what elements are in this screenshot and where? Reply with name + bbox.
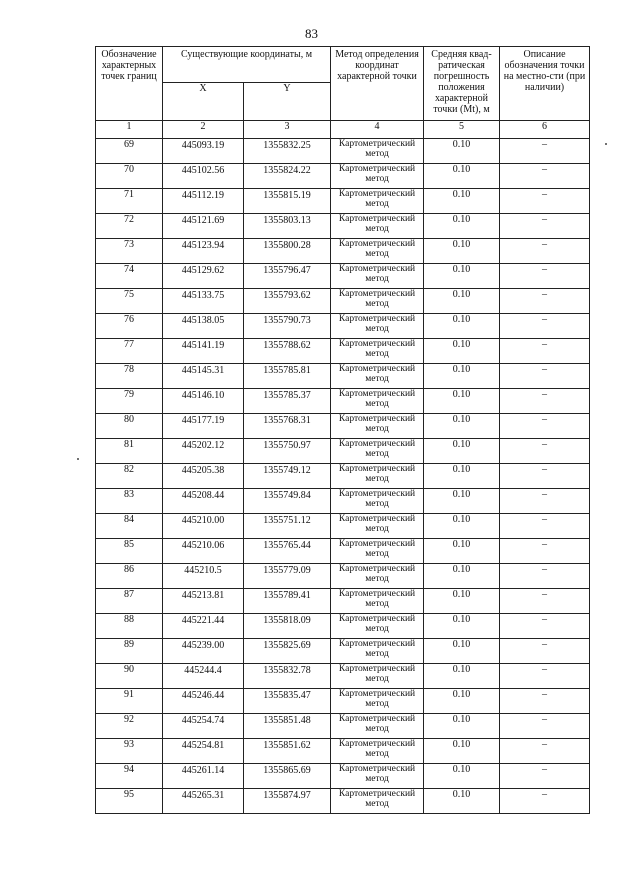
description-cell: – (500, 414, 590, 439)
table-row (96, 239, 590, 264)
x-coordinate-cell: 445146.10 (163, 389, 244, 414)
method-cell: Картометрический метод (331, 389, 424, 414)
table-row (96, 714, 590, 739)
y-coordinate-cell: 1355793.62 (244, 289, 331, 314)
table-row (96, 464, 590, 489)
x-coordinate-cell: 445221.44 (163, 614, 244, 639)
table-row (96, 164, 590, 189)
method-cell: Картометрический метод (331, 664, 424, 689)
y-coordinate-cell: 1355874.97 (244, 789, 331, 814)
y-coordinate-cell: 1355749.12 (244, 464, 331, 489)
table-row (96, 214, 590, 239)
method-cell: Картометрический метод (331, 464, 424, 489)
description-cell: – (500, 539, 590, 564)
header-description: Описание обозначения точки на местно-сти (при наличии) (500, 47, 590, 121)
point-cell: 93 (96, 739, 163, 764)
y-coordinate-cell: 1355818.09 (244, 614, 331, 639)
point-cell: 76 (96, 314, 163, 339)
accuracy-cell: 0.10 (424, 414, 500, 439)
point-cell: 77 (96, 339, 163, 364)
y-coordinate-cell: 1355851.48 (244, 714, 331, 739)
method-cell: Картометрический метод (331, 614, 424, 639)
accuracy-cell: 0.10 (424, 639, 500, 664)
x-coordinate-cell: 445261.14 (163, 764, 244, 789)
y-coordinate-cell: 1355750.97 (244, 439, 331, 464)
table-row (96, 639, 590, 664)
method-cell: Картометрический метод (331, 364, 424, 389)
accuracy-cell: 0.10 (424, 364, 500, 389)
table-row (96, 664, 590, 689)
description-cell: – (500, 764, 590, 789)
description-cell: – (500, 514, 590, 539)
accuracy-cell: 0.10 (424, 464, 500, 489)
column-number: 3 (244, 121, 331, 139)
y-coordinate-cell: 1355749.84 (244, 489, 331, 514)
x-coordinate-cell: 445254.81 (163, 739, 244, 764)
accuracy-cell: 0.10 (424, 764, 500, 789)
description-cell: – (500, 189, 590, 214)
description-cell: – (500, 364, 590, 389)
x-coordinate-cell: 445145.31 (163, 364, 244, 389)
point-cell: 71 (96, 189, 163, 214)
accuracy-cell: 0.10 (424, 589, 500, 614)
x-coordinate-cell: 445244.4 (163, 664, 244, 689)
y-coordinate-cell: 1355824.22 (244, 164, 331, 189)
header-existing-coordinates: Существующие координаты, м (163, 47, 331, 83)
description-cell: – (500, 289, 590, 314)
column-number: 6 (500, 121, 590, 139)
y-coordinate-cell: 1355796.47 (244, 264, 331, 289)
accuracy-cell: 0.10 (424, 564, 500, 589)
y-coordinate-cell: 1355832.78 (244, 664, 331, 689)
point-cell: 95 (96, 789, 163, 814)
description-cell: – (500, 789, 590, 814)
x-coordinate-cell: 445141.19 (163, 339, 244, 364)
point-cell: 81 (96, 439, 163, 464)
accuracy-cell: 0.10 (424, 189, 500, 214)
accuracy-cell: 0.10 (424, 689, 500, 714)
accuracy-cell: 0.10 (424, 139, 500, 164)
method-cell: Картометрический метод (331, 439, 424, 464)
point-cell: 75 (96, 289, 163, 314)
point-cell: 90 (96, 664, 163, 689)
table-row (96, 189, 590, 214)
accuracy-cell: 0.10 (424, 664, 500, 689)
description-cell: – (500, 314, 590, 339)
method-cell: Картометрический метод (331, 264, 424, 289)
y-coordinate-cell: 1355851.62 (244, 739, 331, 764)
column-number: 4 (331, 121, 424, 139)
method-cell: Картометрический метод (331, 164, 424, 189)
method-cell: Картометрический метод (331, 789, 424, 814)
accuracy-cell: 0.10 (424, 314, 500, 339)
header-accuracy: Средняя квад-ратическая погрешность положения характерной точки (Mt), м (424, 47, 500, 121)
table-row (96, 614, 590, 639)
x-coordinate-cell: 445210.06 (163, 539, 244, 564)
y-coordinate-cell: 1355765.44 (244, 539, 331, 564)
description-cell: – (500, 739, 590, 764)
x-coordinate-cell: 445202.12 (163, 439, 244, 464)
table-body (96, 139, 590, 814)
accuracy-cell: 0.10 (424, 789, 500, 814)
x-coordinate-cell: 445265.31 (163, 789, 244, 814)
accuracy-cell: 0.10 (424, 214, 500, 239)
method-cell: Картометрический метод (331, 589, 424, 614)
scan-speck (605, 143, 607, 145)
point-cell: 78 (96, 364, 163, 389)
x-coordinate-cell: 445210.5 (163, 564, 244, 589)
x-coordinate-cell: 445123.94 (163, 239, 244, 264)
method-cell: Картометрический метод (331, 564, 424, 589)
table-row (96, 264, 590, 289)
method-cell: Картометрический метод (331, 739, 424, 764)
point-cell: 86 (96, 564, 163, 589)
table-row (96, 364, 590, 389)
method-cell: Картометрический метод (331, 714, 424, 739)
description-cell: – (500, 589, 590, 614)
x-coordinate-cell: 445239.00 (163, 639, 244, 664)
header-method: Метод определения координат характерной точки (331, 47, 424, 121)
x-coordinate-cell: 445208.44 (163, 489, 244, 514)
method-cell: Картометрический метод (331, 689, 424, 714)
description-cell: – (500, 439, 590, 464)
description-cell: – (500, 464, 590, 489)
table-row (96, 289, 590, 314)
description-cell: – (500, 614, 590, 639)
accuracy-cell: 0.10 (424, 289, 500, 314)
description-cell: – (500, 339, 590, 364)
description-cell: – (500, 639, 590, 664)
description-cell: – (500, 664, 590, 689)
y-coordinate-cell: 1355803.13 (244, 214, 331, 239)
method-cell: Картометрический метод (331, 239, 424, 264)
accuracy-cell: 0.10 (424, 539, 500, 564)
table-row (96, 314, 590, 339)
scan-speck (77, 458, 79, 460)
description-cell: – (500, 689, 590, 714)
table-row (96, 539, 590, 564)
column-number: 2 (163, 121, 244, 139)
accuracy-cell: 0.10 (424, 489, 500, 514)
point-cell: 82 (96, 464, 163, 489)
boundary-points-table (95, 46, 590, 814)
point-cell: 87 (96, 589, 163, 614)
description-cell: – (500, 714, 590, 739)
header-x: X (163, 83, 244, 121)
point-cell: 72 (96, 214, 163, 239)
description-cell: – (500, 489, 590, 514)
x-coordinate-cell: 445138.05 (163, 314, 244, 339)
description-cell: – (500, 239, 590, 264)
x-coordinate-cell: 445213.81 (163, 589, 244, 614)
column-number: 1 (96, 121, 163, 139)
y-coordinate-cell: 1355779.09 (244, 564, 331, 589)
method-cell: Картометрический метод (331, 639, 424, 664)
table-row (96, 339, 590, 364)
accuracy-cell: 0.10 (424, 739, 500, 764)
point-cell: 69 (96, 139, 163, 164)
method-cell: Картометрический метод (331, 214, 424, 239)
point-cell: 70 (96, 164, 163, 189)
point-cell: 73 (96, 239, 163, 264)
table-row (96, 739, 590, 764)
accuracy-cell: 0.10 (424, 164, 500, 189)
method-cell: Картометрический метод (331, 489, 424, 514)
column-number: 5 (424, 121, 500, 139)
y-coordinate-cell: 1355788.62 (244, 339, 331, 364)
accuracy-cell: 0.10 (424, 614, 500, 639)
method-cell: Картометрический метод (331, 539, 424, 564)
point-cell: 79 (96, 389, 163, 414)
table-row (96, 789, 590, 814)
y-coordinate-cell: 1355768.31 (244, 414, 331, 439)
point-cell: 83 (96, 489, 163, 514)
x-coordinate-cell: 445112.19 (163, 189, 244, 214)
column-number-row (96, 121, 590, 139)
point-cell: 88 (96, 614, 163, 639)
y-coordinate-cell: 1355785.81 (244, 364, 331, 389)
point-cell: 92 (96, 714, 163, 739)
header-point-designation: Обозначение характерных точек границ (96, 47, 163, 121)
method-cell: Картометрический метод (331, 139, 424, 164)
x-coordinate-cell: 445102.56 (163, 164, 244, 189)
table-row (96, 564, 590, 589)
accuracy-cell: 0.10 (424, 439, 500, 464)
y-coordinate-cell: 1355800.28 (244, 239, 331, 264)
x-coordinate-cell: 445254.74 (163, 714, 244, 739)
x-coordinate-cell: 445177.19 (163, 414, 244, 439)
table-row (96, 489, 590, 514)
description-cell: – (500, 389, 590, 414)
point-cell: 94 (96, 764, 163, 789)
table-row (96, 764, 590, 789)
y-coordinate-cell: 1355815.19 (244, 189, 331, 214)
y-coordinate-cell: 1355835.47 (244, 689, 331, 714)
accuracy-cell: 0.10 (424, 514, 500, 539)
page-number: 83 (305, 26, 318, 41)
y-coordinate-cell: 1355789.41 (244, 589, 331, 614)
point-cell: 74 (96, 264, 163, 289)
description-cell: – (500, 214, 590, 239)
point-cell: 91 (96, 689, 163, 714)
method-cell: Картометрический метод (331, 189, 424, 214)
table-row (96, 389, 590, 414)
y-coordinate-cell: 1355751.12 (244, 514, 331, 539)
x-coordinate-cell: 445133.75 (163, 289, 244, 314)
accuracy-cell: 0.10 (424, 389, 500, 414)
method-cell: Картометрический метод (331, 764, 424, 789)
description-cell: – (500, 164, 590, 189)
y-coordinate-cell: 1355825.69 (244, 639, 331, 664)
y-coordinate-cell: 1355790.73 (244, 314, 331, 339)
method-cell: Картометрический метод (331, 339, 424, 364)
accuracy-cell: 0.10 (424, 239, 500, 264)
table-row (96, 589, 590, 614)
x-coordinate-cell: 445246.44 (163, 689, 244, 714)
method-cell: Картометрический метод (331, 289, 424, 314)
y-coordinate-cell: 1355832.25 (244, 139, 331, 164)
description-cell: – (500, 139, 590, 164)
description-cell: – (500, 564, 590, 589)
point-cell: 80 (96, 414, 163, 439)
accuracy-cell: 0.10 (424, 714, 500, 739)
y-coordinate-cell: 1355865.69 (244, 764, 331, 789)
x-coordinate-cell: 445210.00 (163, 514, 244, 539)
table-row (96, 439, 590, 464)
accuracy-cell: 0.10 (424, 264, 500, 289)
table-row (96, 139, 590, 164)
x-coordinate-cell: 445121.69 (163, 214, 244, 239)
method-cell: Картометрический метод (331, 414, 424, 439)
header-y: Y (244, 83, 331, 121)
x-coordinate-cell: 445205.38 (163, 464, 244, 489)
method-cell: Картометрический метод (331, 314, 424, 339)
y-coordinate-cell: 1355785.37 (244, 389, 331, 414)
table-row (96, 689, 590, 714)
x-coordinate-cell: 445093.19 (163, 139, 244, 164)
point-cell: 84 (96, 514, 163, 539)
x-coordinate-cell: 445129.62 (163, 264, 244, 289)
accuracy-cell: 0.10 (424, 339, 500, 364)
point-cell: 85 (96, 539, 163, 564)
point-cell: 89 (96, 639, 163, 664)
description-cell: – (500, 264, 590, 289)
table-row (96, 514, 590, 539)
table-row (96, 414, 590, 439)
method-cell: Картометрический метод (331, 514, 424, 539)
